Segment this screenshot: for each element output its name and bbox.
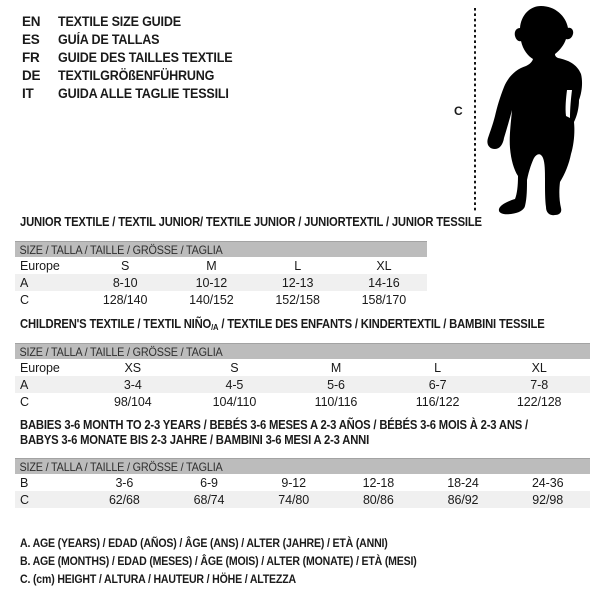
size-header-label: SIZE / TALLA / TAILLE / GRÖSSE / TAGLIA xyxy=(19,242,223,257)
table-cell: 3-4 xyxy=(123,377,142,392)
table-row xyxy=(15,474,590,491)
language-row-de xyxy=(22,66,246,84)
table-cell: 158/170 xyxy=(361,292,407,307)
row-label: B xyxy=(20,475,29,490)
table-row xyxy=(15,274,427,291)
legend-line-b xyxy=(20,554,471,572)
table-row xyxy=(15,291,427,308)
children-size-header-bar xyxy=(15,343,590,359)
language-row-it xyxy=(22,84,246,102)
table-cell: L xyxy=(434,360,441,375)
guide-title: TEXTILGRÖßENFÜHRUNG xyxy=(58,67,215,83)
table-cell: 128/140 xyxy=(102,292,148,307)
table-cell: M xyxy=(330,360,342,375)
children-title-post: / TEXTILE DES ENFANTS / KINDERTEXTIL / BAMBINI TESSILE xyxy=(218,317,545,331)
baby-height-figure xyxy=(450,2,600,216)
guide-title: GUIDE DES TAILLES TEXTILE xyxy=(58,49,233,65)
row-label: A xyxy=(20,275,29,290)
table-cell: XL xyxy=(531,360,547,375)
row-label: Europe xyxy=(20,360,60,375)
table-cell: 122/128 xyxy=(516,394,562,409)
table-cell: S xyxy=(121,258,130,273)
children-size-table xyxy=(15,343,590,410)
table-row xyxy=(15,491,590,508)
row-label: Europe xyxy=(20,258,60,273)
size-header-label: SIZE / TALLA / TAILLE / GRÖSSE / TAGLIA xyxy=(19,344,223,359)
guide-title: TEXTILE SIZE GUIDE xyxy=(58,13,181,29)
table-cell: S xyxy=(230,360,239,375)
table-cell: 104/110 xyxy=(212,394,257,409)
table-cell: 140/152 xyxy=(189,292,234,307)
table-cell: 6-7 xyxy=(428,377,447,392)
junior-section-title xyxy=(20,215,533,229)
language-code: IT xyxy=(22,85,34,101)
table-cell: 98/104 xyxy=(113,394,152,409)
table-row xyxy=(15,257,427,274)
row-label: C xyxy=(20,394,29,409)
table-cell: 14-16 xyxy=(368,275,400,290)
language-code: ES xyxy=(22,31,40,47)
legend-text: A. AGE (YEARS) / EDAD (AÑOS) / ÂGE (ANS) / ALTER (JAHRE) / ETÀ (ANNI) xyxy=(20,536,388,550)
children-section-title xyxy=(20,317,600,332)
table-cell: 86/92 xyxy=(447,492,479,507)
table-cell: 116/122 xyxy=(415,394,460,409)
table-row xyxy=(15,393,590,410)
table-cell: 6-9 xyxy=(200,475,218,490)
legend-line-a xyxy=(20,536,471,554)
junior-size-header-bar xyxy=(15,241,427,257)
table-cell: 8-10 xyxy=(112,275,138,290)
table-cell: 110/116 xyxy=(314,394,358,409)
table-cell: 10-12 xyxy=(195,275,228,290)
table-cell: 4-5 xyxy=(225,377,244,392)
table-cell: 68/74 xyxy=(193,492,225,507)
row-label: A xyxy=(20,377,29,392)
table-cell: 80/86 xyxy=(362,492,394,507)
legend-line-c xyxy=(20,572,471,590)
table-cell: 3-6 xyxy=(115,475,134,490)
table-cell: L xyxy=(294,258,302,273)
language-code: EN xyxy=(22,13,41,29)
junior-size-table xyxy=(15,241,427,308)
guide-title: GUÍA DE TALLAS xyxy=(58,31,160,47)
table-cell: 152/158 xyxy=(275,292,320,307)
table-cell: XS xyxy=(124,360,142,375)
babies-section-title xyxy=(20,418,584,448)
babies-size-header-bar xyxy=(15,458,590,474)
table-cell: 12-13 xyxy=(281,275,314,290)
legend-text: C. (cm) HEIGHT / ALTURA / HAUTEUR / HÖHE / ALTEZZA xyxy=(20,572,296,586)
row-label: C xyxy=(20,292,29,307)
table-cell: 62/68 xyxy=(108,492,140,507)
table-cell: 9-12 xyxy=(281,475,306,490)
language-title-list xyxy=(22,12,246,102)
guide-title: GUIDA ALLE TAGLIE TESSILI xyxy=(58,85,229,101)
table-row xyxy=(15,359,590,376)
babies-size-table xyxy=(15,458,590,508)
table-row xyxy=(15,376,590,393)
table-cell: 12-18 xyxy=(362,475,395,490)
language-code: DE xyxy=(22,67,41,83)
babies-title-line2: BABYS 3-6 MONATE BIS 2-3 JAHRE / BAMBINI 3-6 MESI A 2-3 ANNI xyxy=(20,433,370,447)
table-cell: 92/98 xyxy=(532,492,564,507)
measurement-legend xyxy=(20,536,471,590)
baby-silhouette xyxy=(450,2,600,216)
table-cell: 7-8 xyxy=(530,377,549,392)
legend-text: B. AGE (MONTHS) / EDAD (MESES) / ÂGE (MOIS) / ALTER (MONATE) / ETÀ (MESI) xyxy=(20,554,417,568)
children-title-sub: /A xyxy=(211,322,219,332)
children-title-pre: CHILDREN'S TEXTILE / TEXTIL NIÑO xyxy=(20,317,212,331)
table-cell: 24-36 xyxy=(531,475,564,490)
row-label: C xyxy=(20,492,29,507)
language-row-fr xyxy=(22,48,246,66)
language-code: FR xyxy=(22,49,40,65)
children-title-text xyxy=(20,317,545,332)
language-row-es xyxy=(22,30,246,48)
table-cell: 5-6 xyxy=(327,377,345,392)
language-row-en xyxy=(22,12,246,30)
height-c-label: C xyxy=(454,104,463,118)
table-cell: 18-24 xyxy=(447,475,479,490)
table-cell: 74/80 xyxy=(278,492,310,507)
size-header-label: SIZE / TALLA / TAILLE / GRÖSSE / TAGLIA xyxy=(19,459,223,474)
table-cell: M xyxy=(206,258,217,273)
junior-title-text: JUNIOR TEXTILE / TEXTIL JUNIOR/ TEXTILE JUNIOR / JUNIORTEXTIL / JUNIOR TESSILE xyxy=(20,215,482,229)
table-cell: XL xyxy=(376,258,392,273)
babies-title-line1: BABIES 3-6 MONTH TO 2-3 YEARS / BEBÉS 3-6 MESES A 2-3 AÑOS / BÉBÉS 3-6 MOIS À 2-3 ANS / xyxy=(20,418,529,432)
